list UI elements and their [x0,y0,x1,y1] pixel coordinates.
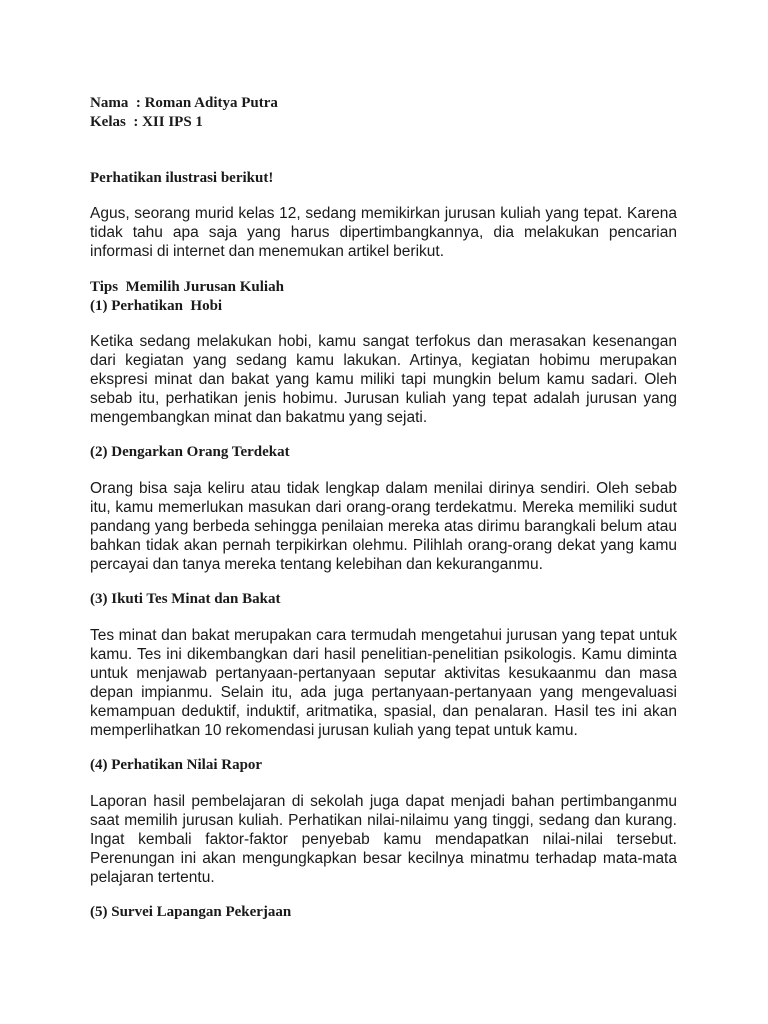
section-4-body: Laporan hasil pembelajaran di sekolah juga dapat menjadi bahan pertimbanganmu saat memilih jurusan kuliah. Perhatikan nilai-nilaimu yang tinggi, sedang dan kurang. Ingat kembali faktor-faktor penyebab kamu mendapatkan nilai-nilai tersebut. Perenungan ini akan mengungkapkan besar kecilnya minatmu terhadap mata-mata pelajaran tertentu. [90,793,677,886]
intro-heading: Perhatikan ilustrasi berikut! [90,170,274,186]
intro-paragraph: Agus, seorang murid kelas 12, sedang memikirkan jurusan kuliah yang tepat. Karena tidak tahu apa saja yang harus dipertimbangkannya, dia melakukan pencarian informasi di internet dan menemukan artikel berikut. [90,205,677,260]
document-page [90,94,677,922]
section-2-heading: (2) Dengarkan Orang Terdekat [90,444,290,460]
student-info [90,94,677,132]
section-3-heading: (3) Ikuti Tes Minat dan Bakat [90,591,281,607]
section-3-body: Tes minat dan bakat merupakan cara termudah mengetahui jurusan yang tepat untuk kamu. Tes ini dikembangkan dari hasil penelitian-penelitian psikologis. Kamu diminta untuk menjawab pertanyaan-pertanyaan seputar aktivitas kesukaanmu dan masa depan impianmu. Selain itu, ada juga pertanyaan-pertanyaan yang mengevaluasi kemampuan deduktif, induktif, aritmatika, spasial, dan penalaran. Hasil tes ini akan memperlihatkan 10 rekomendasi jurusan kuliah yang tepat untuk kamu. [90,627,677,739]
article-title: Tips Memilih Jurusan Kuliah [90,279,284,295]
section-4-heading: (4) Perhatikan Nilai Rapor [90,757,263,773]
student-class: Kelas : XII IPS 1 [90,114,203,130]
section-1-heading: (1) Perhatikan Hobi [90,298,223,314]
section-1-body: Ketika sedang melakukan hobi, kamu sangat terfokus dan merasakan kesenangan dari kegiatan yang sedang kamu lakukan. Artinya, kegiatan hobimu merupakan ekspresi minat dan bakat yang kamu miliki tapi mungkin belum kamu sadari. Oleh sebab itu, perhatikan jenis hobimu. Jurusan kuliah yang tepat adalah jurusan yang mengembangkan minat dan bakatmu yang sejati. [90,333,677,426]
section-2-body: Orang bisa saja keliru atau tidak lengkap dalam menilai dirinya sendiri. Oleh sebab itu, kamu memerlukan masukan dari orang-orang terdekatmu. Mereka memiliki sudut pandang yang berbeda sehingga penilaian mereka atas dirimu barangkali belum atau bahkan tidak akan pernah terpikirkan olehmu. Pilihlah orang-orang dekat yang kamu percayai dan tanya mereka tentang kelebihan dan kekuranganmu. [90,480,677,573]
section-5-heading: (5) Survei Lapangan Pekerjaan [90,904,292,920]
student-name: Nama : Roman Aditya Putra [90,95,278,111]
